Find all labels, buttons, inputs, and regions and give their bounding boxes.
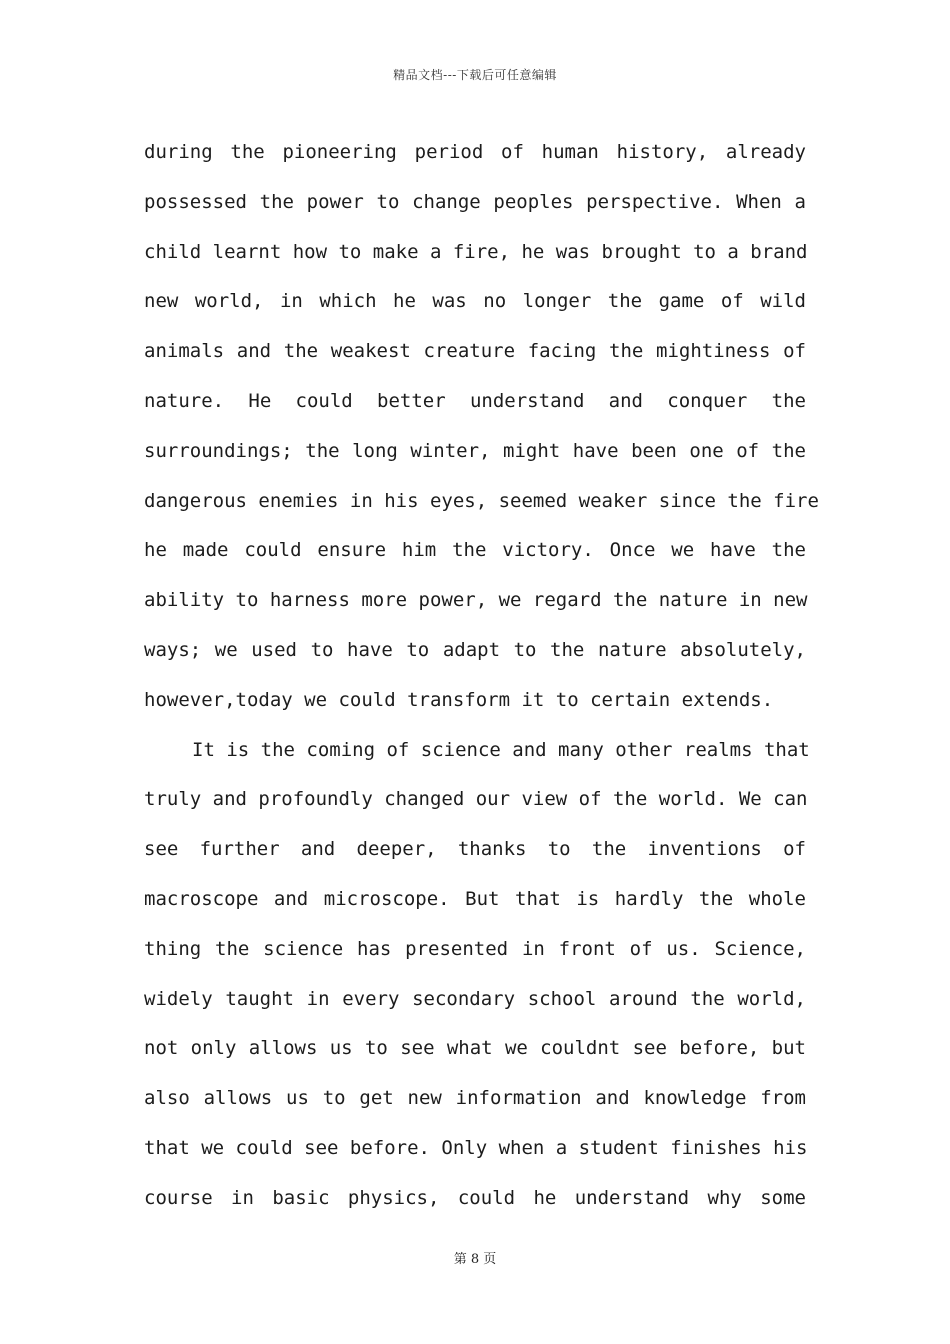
- text-line: nature. He could better understand and conquer the: [144, 389, 806, 412]
- text-line: thing the science has presented in front of us. Science,: [144, 937, 806, 960]
- text-line: also allows us to get new information and knowledge from: [144, 1087, 806, 1110]
- text-line: macroscope and microscope. But that is hardly the whole: [144, 887, 806, 910]
- text-line: not only allows us to see what we couldnt see before, but: [144, 1037, 806, 1060]
- text-line: child learnt how to make a fire, he was brought to a brand: [144, 240, 808, 263]
- text-line: possessed the power to change peoples perspective. When a: [144, 190, 806, 213]
- text-line: surroundings; the long winter, might have been one of the: [144, 439, 806, 462]
- paragraph-first-line: It is the coming of science and many other realms that: [192, 738, 810, 761]
- text-line: truly and profoundly changed our view of the world. We can: [144, 788, 808, 811]
- text-line: widely taught in every secondary school around the world,: [144, 987, 806, 1010]
- text-line: course in basic physics, could he understand why some: [144, 1186, 806, 1209]
- text-line: during the pioneering period of human history, already: [144, 141, 806, 163]
- page-number: 第 8 页: [453, 1252, 497, 1267]
- text-line: ways; we used to have to adapt to the nature absolutely,: [144, 638, 806, 661]
- text-line: that we could see before. Only when a student finishes his: [144, 1136, 808, 1159]
- text-line: ability to harness more power, we regard the nature in new: [144, 589, 808, 612]
- page-header: 精品文档---下载后可任意编辑: [393, 68, 557, 82]
- text-line: see further and deeper, thanks to the inventions of: [144, 838, 806, 861]
- text-line: animals and the weakest creature facing the mightiness of: [144, 340, 806, 363]
- text-line: dangerous enemies in his eyes, seemed weaker since the fire: [144, 489, 819, 512]
- body-text: [144, 128, 819, 1224]
- text-line: new world, in which he was no longer the game of wild: [144, 290, 806, 313]
- text-line: he made could ensure him the victory. Once we have the: [144, 539, 806, 562]
- paragraph-last-line: however,today we could transform it to certain extends.: [144, 688, 774, 711]
